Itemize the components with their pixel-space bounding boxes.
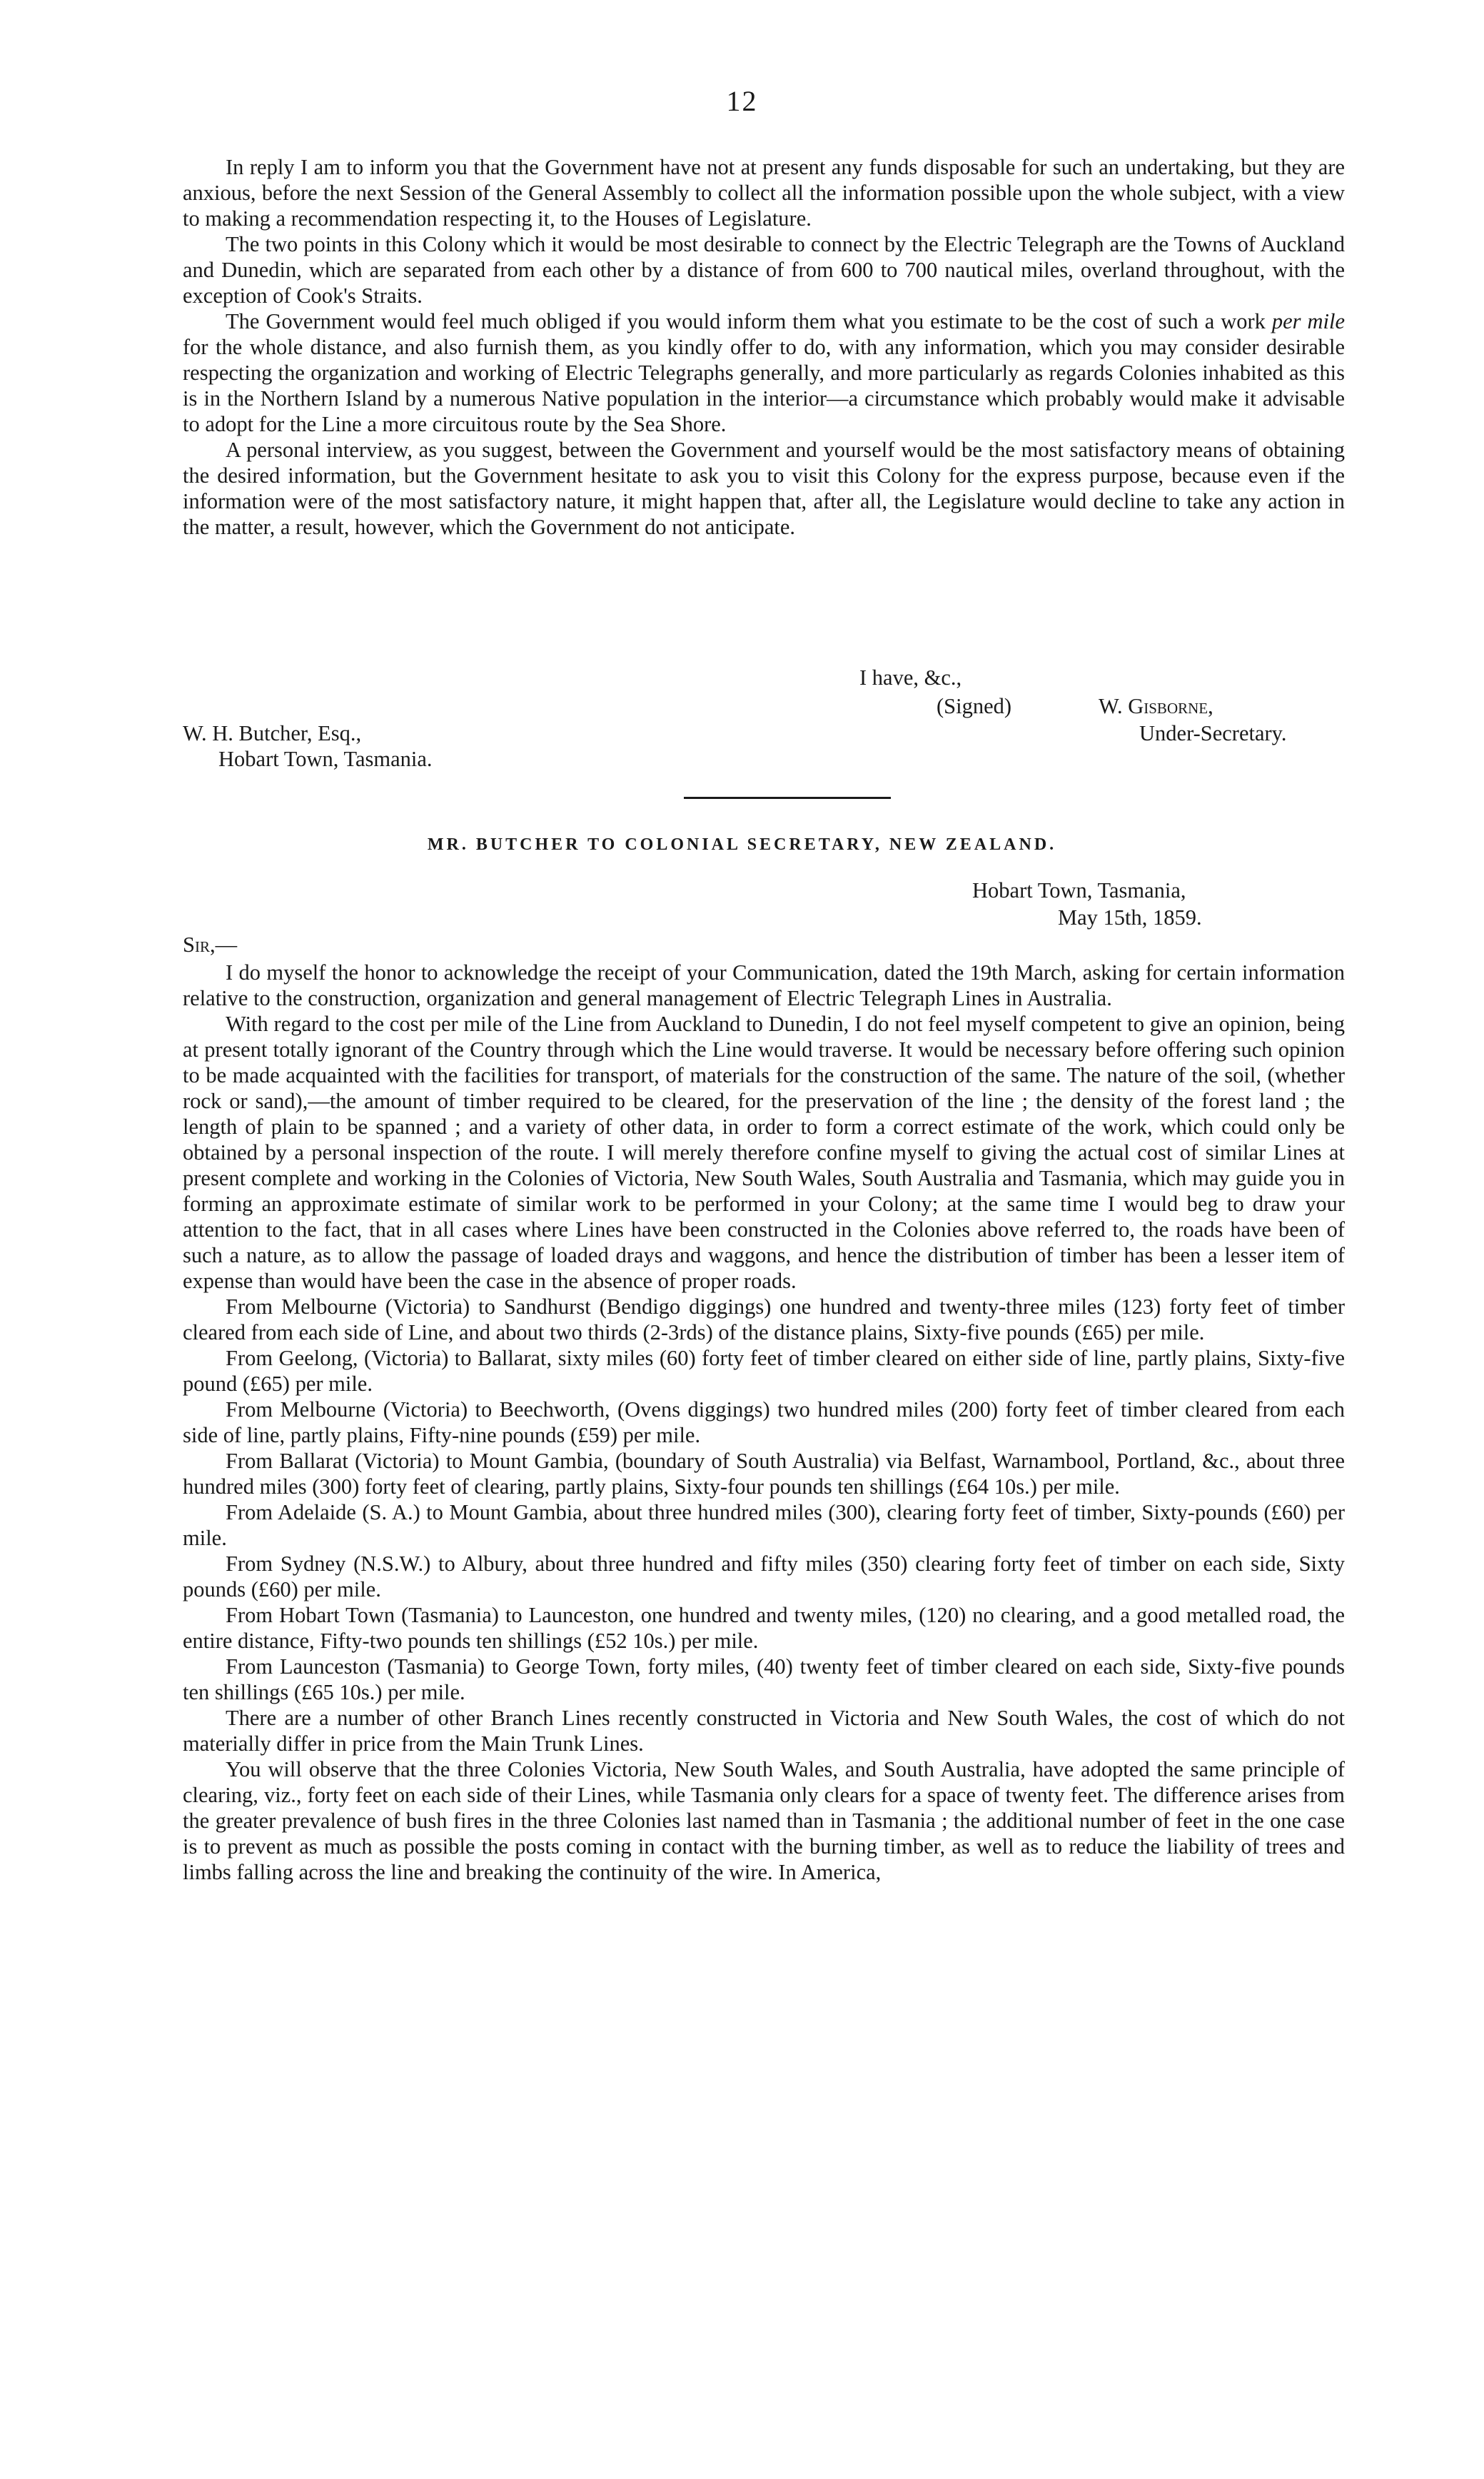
paragraph: From Hobart Town (Tasmania) to Launceston, one hundred and twenty miles, (120) no clearing, and a good metalled road, the entire distance, Fifty-two pounds ten shillings (£52 10s.) per mile. [183, 1603, 1345, 1653]
section-divider [684, 797, 891, 799]
paragraph-text: for the whole distance, and also furnish them, as you kindly offer to do, with any information, which you may consider desirable respecting the organization and working of Electric Telegraphs generally, and more particularly as regards Colonies inhabited as this is in the Northern Island by a numerous Native population in the interior—a circumstance which probably would make it advisable to adopt for the Line a more circuitous route by the Sea Shore. [183, 335, 1345, 436]
signer-title: Under-Secretary. [1139, 721, 1287, 745]
paragraph: There are a number of other Branch Lines recently constructed in Victoria and New South Wales, the cost of which do not materially differ in price from the Main Trunk Lines. [183, 1706, 1345, 1756]
addressee-place: Hobart Town, Tasmania. [218, 747, 433, 771]
signer-name: W. Gisborne, [1099, 694, 1213, 718]
letter-closing [183, 665, 1345, 780]
closing-formula: I have, &c., [859, 665, 962, 690]
paragraph: The two points in this Colony which it would be most desirable to connect by the Electric Telegraph are the Towns of Auckland and Dunedin, which are separated from each other by a distance of from 600 to 700 nautical miles, overland throughout, with the exception of Cook's Straits. [183, 232, 1345, 308]
letter-heading: MR. BUTCHER TO COLONIAL SECRETARY, NEW ZEALAND. [427, 835, 1057, 854]
paragraph: I do myself the honor to acknowledge the receipt of your Communication, dated the 19th March, asking for certain information relative to the construction, organization and general management of Electric Telegraph Lines in Australia. [183, 960, 1345, 1010]
signed-note: (Signed) [937, 694, 1012, 718]
paragraph: From Melbourne (Victoria) to Beechworth, (Ovens diggings) two hundred miles (200) forty feet of timber cleared from each side of line, partly plains, Fifty-nine pounds (£59) per mile. [183, 1397, 1345, 1447]
paragraph: In reply I am to inform you that the Government have not at present any funds disposable for such an undertaking, but they are anxious, before the next Session of the General Assembly to collect all the information possible upon the whole subject, with a view to making a recommendation respecting it, to the Houses of Legislature. [183, 155, 1345, 231]
paragraph: From Adelaide (S. A.) to Mount Gambia, about three hundred miles (300), clearing forty feet of timber, Sixty-pounds (£60) per mile. [183, 1500, 1345, 1550]
emphasis-text: per mile [1271, 309, 1346, 333]
letter-date: May 15th, 1859. [1058, 905, 1202, 930]
salutation: Sir,— [183, 932, 238, 957]
second-letter-body [183, 960, 1345, 1885]
page-number: 12 [726, 85, 758, 117]
addressee-name: W. H. Butcher, Esq., [183, 721, 362, 745]
paragraph: From Launceston (Tasmania) to George Town, forty miles, (40) twenty feet of timber cleared on each side, Sixty-five pounds ten shillings (£65 10s.) per mile. [183, 1654, 1345, 1704]
paragraph: From Geelong, (Victoria) to Ballarat, sixty miles (60) forty feet of timber cleared on either side of line, partly plains, Sixty-five pound (£65) per mile. [183, 1346, 1345, 1396]
paragraph: From Sydney (N.S.W.) to Albury, about three hundred and fifty miles (350) clearing forty feet of timber on each side, Sixty pounds (£60) per mile. [183, 1552, 1345, 1601]
paragraph: From Ballarat (Victoria) to Mount Gambia, (boundary of South Australia) via Belfast, Warnambool, Portland, &c., about three hundred miles (300) forty feet of clearing, partly plains, Sixty-four pounds ten shillings (£64 10s.) per mile. [183, 1449, 1345, 1499]
paragraph: From Melbourne (Victoria) to Sandhurst (Bendigo diggings) one hundred and twenty-three miles (123) forty feet of timber cleared from each side of Line, and about two thirds (2-3rds) of the distance plains, Sixty-five pounds (£65) per mile. [183, 1294, 1345, 1344]
paragraph [183, 308, 1345, 437]
paragraph-text: The Government would feel much obliged if you would inform them what you estimate to be the cost of such a work [226, 309, 1266, 333]
letter-place: Hobart Town, Tasmania, [972, 878, 1186, 902]
paragraph: You will observe that the three Colonies Victoria, New South Wales, and South Australia, have adopted the same principle of clearing, viz., forty feet on each side of their Lines, while Tasmania only clears for a space of twenty feet. The difference arises from the greater prevalence of bush fires in the three Colonies last named than in Tasmania ; the additional number of feet in the one case is to prevent as much as possible the posts coming in contact with the burning timber, as well as to reduce the liability of trees and limbs falling across the line and breaking the continuity of the wire. In America, [183, 1757, 1345, 1884]
first-letter-body [183, 154, 1345, 540]
paragraph: A personal interview, as you suggest, between the Government and yourself would be the most satisfactory means of obtaining the desired information, but the Government hesitate to ask you to visit this Colony for the express purpose, because even if the information were of the most satisfactory nature, it might happen that, after all, the Legislature would decline to take any action in the matter, a result, however, which the Government do not anticipate. [183, 438, 1345, 539]
paragraph: With regard to the cost per mile of the Line from Auckland to Dunedin, I do not feel myself competent to give an opinion, being at present totally ignorant of the Country through which the Line would traverse. It would be necessary before offering such opinion to be made acquainted with the facilities for transport, of materials for the construction of the same. The nature of the soil, (whether rock or sand),—the amount of timber required to be cleared, for the preservation of the line ; the density of the forest land ; the length of plain to be spanned ; and a variety of other data, in order to form a correct estimate of the work, which could only be obtained by a personal inspection of the route. I will merely therefore confine myself to giving the actual cost of similar Lines at present complete and working in the Colonies of Victoria, New South Wales, South Australia and Tasmania, which may guide you in forming an approximate estimate of similar work to be performed in your Colony; at the same time I would beg to draw your attention to the fact, that in all cases where Lines have been constructed in the Colonies above referred to, the roads have been of such a nature, as to allow the passage of loaded drays and waggons, and hence the distribution of timber has been a lesser item of expense than would have been the case in the absence of proper roads. [183, 1012, 1345, 1293]
